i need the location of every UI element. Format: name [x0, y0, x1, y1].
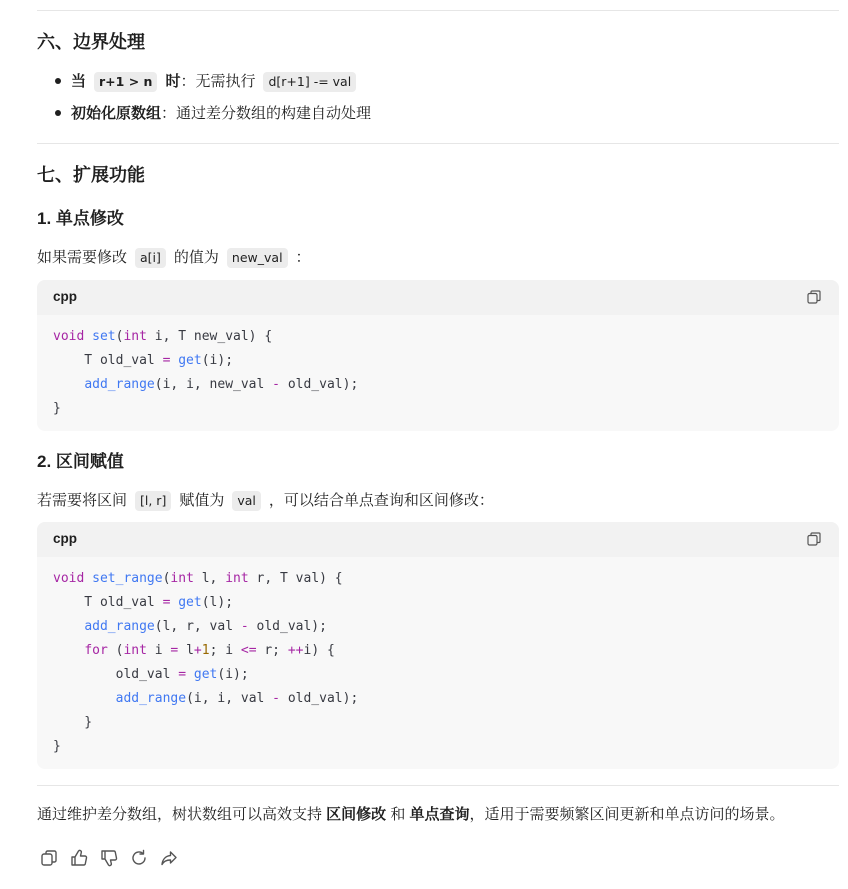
code-line: for (int i = l+1; i <= r; ++i) { — [84, 643, 335, 658]
inline-code: d[r+1] -= val — [263, 72, 356, 92]
thumbs-up-icon[interactable] — [70, 849, 88, 867]
text: 通过维护差分数组，树状数组可以高效支持 — [37, 806, 327, 823]
section-6-title: 六、边界处理 — [37, 32, 145, 52]
paragraph — [37, 489, 494, 513]
code-body — [37, 315, 839, 431]
text: 和 — [386, 806, 410, 823]
inline-code: val — [232, 491, 261, 511]
text: ，可以结合单点查询和区间修改： — [268, 492, 494, 509]
subsection-title: 1. 单点修改 — [37, 209, 124, 228]
list-item-lead: 当 — [71, 73, 87, 90]
code-block — [37, 280, 839, 431]
bold-text: 单点查询 — [409, 806, 470, 823]
summary-paragraph — [37, 803, 785, 827]
code-line: add_range(i, i, new_val - old_val); — [84, 377, 359, 392]
code-block-header — [37, 522, 839, 557]
code-line: } — [53, 715, 93, 730]
share-icon[interactable] — [160, 849, 178, 867]
text: 若需要将区间 — [37, 492, 128, 509]
inline-code: new_val — [227, 248, 288, 268]
list-item-lead: 时 — [165, 73, 181, 90]
text: ： — [295, 249, 311, 266]
regenerate-icon[interactable] — [130, 849, 148, 867]
code-line: T old_val = get(i); — [53, 353, 234, 368]
code-line: T old_val = get(l); — [53, 595, 234, 610]
inline-code: a[i] — [135, 248, 166, 268]
inline-code: [l, r] — [135, 491, 171, 511]
text: 如果需要修改 — [37, 249, 128, 266]
code-line: } — [53, 739, 61, 754]
code-line: } — [53, 401, 61, 416]
code-line: void set(int i, T new_val) { — [53, 329, 273, 344]
subsection-title: 2. 区间赋值 — [37, 452, 124, 471]
divider — [37, 785, 839, 786]
code-block-header — [37, 280, 839, 315]
text: 的值为 — [173, 249, 219, 266]
code-body — [37, 557, 839, 769]
list-item-lead: 初始化原数组 — [71, 105, 162, 122]
inline-code: r+1 > n — [94, 72, 157, 92]
code-line: void set_range(int l, int r, T val) { — [53, 571, 343, 586]
section-7-title: 七、扩展功能 — [37, 165, 145, 185]
code-block — [37, 522, 839, 769]
code-line: old_val = get(i); — [53, 667, 249, 682]
code-language-label: cpp — [53, 531, 78, 546]
list-item-text: ：无需执行 — [180, 73, 256, 90]
paragraph — [37, 246, 311, 270]
bold-text: 区间修改 — [326, 806, 387, 823]
code-line: add_range(l, r, val - old_val); — [84, 619, 327, 634]
list-item — [37, 102, 371, 126]
code-language-label: cpp — [53, 289, 78, 304]
list-item — [37, 70, 364, 94]
text: ，适用于需要频繁区间更新和单点访问的场景。 — [469, 806, 785, 823]
bullet — [55, 78, 61, 84]
copy-icon[interactable] — [807, 532, 821, 546]
copy-icon[interactable] — [40, 849, 58, 867]
text: 赋值为 — [179, 492, 225, 509]
list-item-text: ：通过差分数组的构建自动处理 — [161, 105, 372, 122]
divider — [37, 10, 839, 11]
copy-icon[interactable] — [807, 290, 821, 304]
thumbs-down-icon[interactable] — [100, 849, 118, 867]
code-line: add_range(i, i, val - old_val); — [115, 691, 359, 706]
divider — [37, 143, 839, 144]
bullet — [55, 110, 61, 116]
